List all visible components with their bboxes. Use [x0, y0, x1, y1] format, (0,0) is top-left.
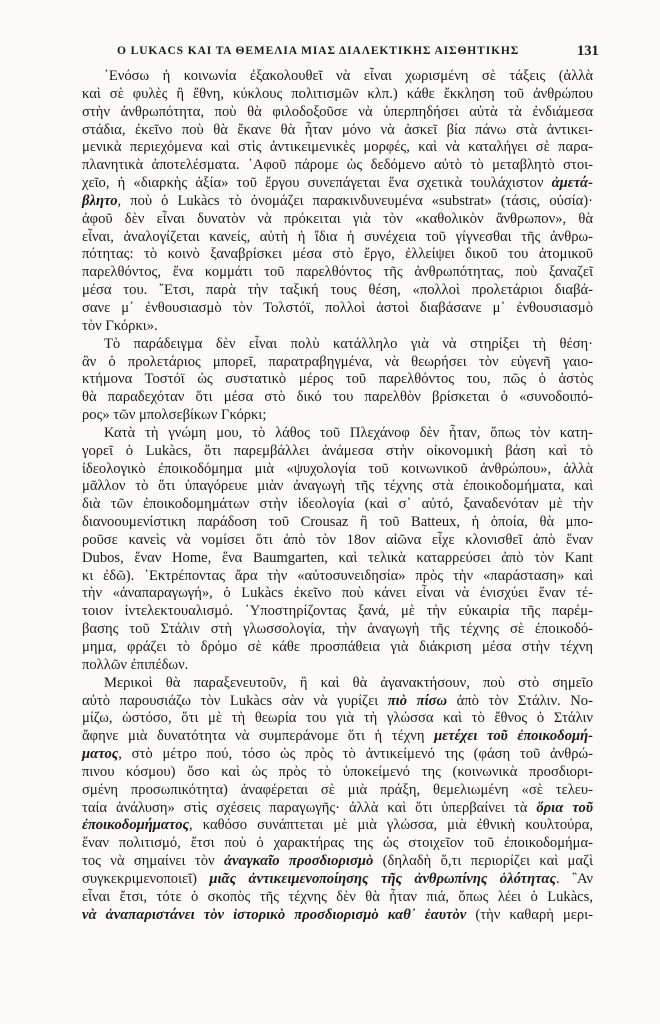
text-segment: πολλῶν ἐπιπέδων. — [82, 656, 189, 673]
text-line — [82, 693, 593, 711]
text-segment: στάδια, ἐκεῖνο ποὺ θὰ ἔκανε θὰ ἦταν μόνο νὰ ἀσκεῖ βία πάνω στὰ ἀντικει- — [82, 121, 593, 138]
text-line — [82, 407, 593, 425]
text-line — [82, 835, 593, 853]
text-line — [82, 336, 593, 354]
text-segment: μίζω, ὡστόσο, ὅτι μὲ τὴ θεωρία του γιὰ τὴ γλώσσα καὶ τὸ ἔθνος ὁ Στάλιν — [82, 710, 593, 727]
text-segment: μᾶλλον τὸ ὅτι ὑπαγόρευε μιὰν ἀναγωγὴ τῆς τέχνης στὰ ἐποικοδομήματα, καὶ — [82, 478, 593, 495]
text-line — [82, 657, 593, 675]
text-segment: Κατὰ τὴ γνώμη μου, τὸ λάθος τοῦ Πλεχάνοφ δὲν ἦταν, ὅπως τὸν κατη- — [104, 424, 593, 441]
text-line — [82, 68, 593, 86]
emphasized-text: βλητο — [82, 192, 118, 209]
text-segment: κι ἐδῶ). ᾿Εκτρέποντας ἄρα τὴν «αὐτοσυνειδησία» πρὸς τὴν «παράσταση» καὶ — [82, 567, 593, 584]
text-line — [82, 122, 593, 140]
text-line — [82, 139, 593, 157]
text-line — [82, 389, 593, 407]
text-segment: Dubos, ἕναν Home, ἕνα Baumgarten, καὶ τελικὰ καταρρεύσει ἀπὸ τὸν Kant — [82, 549, 593, 566]
text-segment: στὴν ἀνθρωπότητα, ποὺ θὰ φιλοδοξοῦσε νὰ ὑπερπηδήσει αὐτὰ τὰ ἐνδιάμεσα — [82, 103, 593, 120]
text-segment: εἶναι, ἀναλογίζεται κανείς, αὐτὴ ἡ ἴδια ἡ συνέχεια τοῦ γίγνεσθαι τῆς ἀνθρω- — [82, 228, 593, 245]
text-line — [82, 764, 593, 782]
text-segment: , στὸ μέτρο πού, τόσο ὡς πρὸς τὸ ἀντικείμενό της (φάση τοῦ ἀνθρώ- — [118, 746, 593, 763]
text-segment: κτήμονα Τοστόϊ ὡς συστατικὸ μέρος τοῦ παρελθόντος του, πῶς ὁ ἀστὸς — [82, 371, 593, 388]
text-segment: τος νὰ σημαίνει τὸν — [82, 853, 224, 870]
text-line — [82, 354, 593, 372]
text-line — [82, 514, 593, 532]
text-line — [82, 800, 593, 818]
text-segment: μέσα του. ῎Ετσι, παρὰ τὴν ταξική τους θέση, «πολλοὶ προλετάριοι διαβά- — [82, 282, 593, 299]
text-segment: ᾿Ενόσω ἡ κοινωνία ἐξακολουθεῖ νὰ εἶναι χωρισμένη σὲ τάξεις (ἀλλὰ — [104, 68, 593, 84]
paragraph — [82, 425, 593, 675]
emphasized-text: ματος — [82, 746, 119, 763]
text-line — [82, 746, 593, 764]
text-segment: τὴν «ἀναπαραγωγή», ὁ Lukàcs ἐκεῖνο ποὺ κάνει εἶναι νὰ ἐνισχύει ἕναν τέ- — [82, 585, 593, 602]
text-line — [82, 443, 593, 461]
text-line — [82, 907, 593, 925]
text-segment: σμένη προσωπικότητα) ἀναφέρεται σὲ μιὰ πράξη, θεμελιωμένη «σὲ τελευ- — [82, 781, 593, 798]
text-segment: ροῦσε κανεὶς νὰ νομίσει ὅτι ἀπὸ τὸν 18ον αἰῶνα εἶχε κλονισθεῖ ἀπὸ ἕναν — [82, 531, 593, 548]
paragraph — [82, 68, 593, 336]
text-segment: συγκεκριμενοποιεῖ) — [82, 870, 210, 887]
text-segment: γορεῖ ὁ Lukàcs, ὅτι παρεμβάλλει ἀνάμεσα στὴν οἰκονομικὴ βάση καὶ τὸ — [82, 442, 593, 459]
text-segment: ρος» τῶν μπολσεβίκων Γκόρκι; — [82, 407, 267, 424]
text-segment: εἶναι ἔτσι, τότε ὁ σκοπὸς τῆς τέχνης δὲν θὰ ἦταν πιά, ὅπως λέει ὁ Lukàcs, — [82, 888, 593, 905]
page-number: 131 — [577, 43, 599, 59]
text-line — [82, 229, 593, 247]
text-line — [82, 871, 593, 889]
text-line — [82, 461, 593, 479]
text-line — [82, 568, 593, 586]
text-segment: πότητας: τὸ κοινὸ ξαναβρίσκει μέσα στὸ ἔργο, ἐλλείψει δικοῦ του ἀτομικοῦ — [82, 246, 593, 263]
text-line — [82, 532, 593, 550]
text-segment: ἀπὸ τὸν Στάλιν. Νο- — [447, 692, 593, 709]
text-segment: ἂν ὁ προλετάριος μπορεῖ, παρατραβηγμένα, νὰ θεωρήσει τὸν εὐγενῆ γαιο- — [82, 353, 593, 370]
text-line — [82, 728, 593, 746]
emphasized-text: πιὸ πίσω — [387, 692, 448, 709]
text-segment: βασης τοῦ Στάλιν στὴ γλωσσολογία, τὴν ἀναγωγὴ τῆς τέχνης σὲ ἐποικοδό- — [82, 621, 593, 638]
text-line — [82, 157, 593, 175]
emphasized-text: ὅρια τοῦ — [536, 799, 593, 816]
text-segment: πινου κόσμου) ὅσο καὶ ὡς πρὸς τὸ ὑποκείμενό της (κοινωνικὰ προσδιορι- — [82, 763, 593, 780]
paragraph — [82, 336, 593, 425]
text-line — [82, 853, 593, 871]
text-line — [82, 318, 593, 336]
body-text — [82, 68, 593, 925]
text-line — [82, 425, 593, 443]
text-line — [82, 621, 593, 639]
text-segment: , ποὺ ὁ Lukàcs τὸ ὀνομάζει παρακινδυνευμένα «substrat» (τάσις, οὐσία)· — [117, 192, 593, 209]
paragraph — [82, 675, 593, 925]
emphasized-text: νὰ ἀναπαριστάνει τὸν ἱστορικὸ προσδιορισμὸ καθ᾿ ἑαυτὸν — [82, 906, 467, 923]
text-line — [82, 478, 593, 496]
text-line — [82, 371, 593, 389]
text-segment: (δηλαδὴ ὅ,τι περιορίζει καὶ μαζὶ — [373, 853, 593, 870]
text-line — [82, 585, 593, 603]
text-segment: ἀφοῦ δὲν εἶναι δυνατὸν νὰ πρόκειται γιὰ τὸν «καθολικὸν ἄνθρωπον», θὰ — [82, 210, 593, 227]
text-line — [82, 603, 593, 621]
text-line — [82, 282, 593, 300]
text-line — [82, 211, 593, 229]
text-segment: πλανητικὰ ἀποτελέσματα. ᾿Αφοῦ πάρομε ὡς δεδόμενο αὐτὸ τὸ μεταβλητὸ στοι- — [82, 157, 593, 174]
text-line — [82, 639, 593, 657]
text-line — [82, 86, 593, 104]
text-segment: ταία ἀνάλυση» στὶς σχέσεις παραγωγῆς· ἀλλὰ καὶ ὅτι ὑπερβαίνει τὰ — [82, 799, 537, 816]
running-head-title: Ο LUKACS ΚΑΙ ΤΑ ΘΕΜΕΛΙΑ ΜΙΑΣ ΔΙΑΛΕΚΤΙΚΗΣ ΑΙΣΘΗΤΙΚΗΣ — [117, 45, 520, 57]
text-segment: διὰ τῶν ἐποικοδομημάτων στὴν ἰδεολογία (καὶ σ᾿ αὐτό, ξαναδενόταν μὲ τὴν — [82, 496, 593, 513]
text-line — [82, 889, 593, 907]
text-segment: ἕναν πολιτισμό, ἔτσι ποὺ ὁ χαρακτήρας της ὡς στοιχεῖον τοῦ ἐποικοδομήμα- — [82, 835, 593, 852]
text-line — [82, 782, 593, 800]
text-segment: καὶ σὲ φυλὲς ἢ ἔθνη, κύκλους πολιτισμῶν κλπ.) κάθε ἔκκληση τοῦ ἀνθρώπου — [82, 85, 593, 102]
text-line — [82, 675, 593, 693]
text-segment: αὐτὸ παρουσιάζω τὸν Lukàcs σὰν νὰ γυρίζει — [82, 692, 388, 709]
text-line — [82, 104, 593, 122]
text-line — [82, 193, 593, 211]
text-segment: . ῍Αν — [556, 870, 593, 887]
text-line — [82, 496, 593, 514]
text-segment: τὸν Γκόρκι». — [82, 317, 158, 334]
text-line — [82, 175, 593, 193]
text-line — [82, 246, 593, 264]
text-segment: διανοουμενίστικη παράδοση τοῦ Crousaz ἢ τοῦ Batteux, ἡ ὁποία, θὰ μπο- — [82, 514, 593, 531]
text-segment: θὰ παραδεχόταν ὅτι μέσα στὸ δικό του παρελθὸν βρίσκεται ὁ «συνοδοιπό- — [82, 389, 593, 406]
text-line — [82, 817, 593, 835]
emphasized-text: μετέχει τοῦ ἐποικοδομή- — [434, 728, 593, 745]
text-segment: μημα, φράζει τὸ δρόμο σὲ κάθε προσπάθεια γιὰ διάκριση μέσα στὴν τέχνη — [82, 639, 593, 655]
emphasized-text: ἀμετά- — [551, 175, 593, 192]
emphasized-text: μιᾶς ἀντικειμενοποίησης τῆς ἀνθρωπίνης ὁλότητας — [209, 870, 557, 887]
text-line — [82, 710, 593, 728]
text-segment: Μερικοὶ θὰ παραξενευτοῦν, ἢ καὶ θὰ ἀγανακτήσουν, ποὺ στὸ σημεῖο — [104, 674, 593, 691]
text-segment: παρελθόντος, ἕνα κομμάτι τοῦ παρελθόντος τῆς ἀνθρωπότητας, ποὺ ξαναζεῖ — [82, 264, 593, 281]
text-segment: Τὸ παράδειγμα δὲν εἶναι πολὺ κατάλληλο γιὰ νὰ στηρίξει τὴ θέση· — [104, 335, 593, 352]
text-segment: ἄφηνε μιὰ δυνατότητα νὰ συμπεράνομε ὅτι ἡ τέχνη — [82, 728, 435, 745]
text-segment: , καθόσο συνάπτεται μὲ μιὰ γλώσσα, μιὰ ἐθνικὴ κουλτούρα, — [189, 817, 593, 834]
emphasized-text: ἀναγκαῖο προσδιορισμὸ — [223, 853, 374, 870]
text-segment: (τὴν καθαρὴ μερι- — [466, 906, 593, 923]
text-line — [82, 550, 593, 568]
text-segment: σανε μ᾿ ἐνθουσιασμὸ τὸν Τολστόϊ, πολλοὶ ἀστοὶ διαβάσανε μ᾿ ἐνθουσιασμὸ — [82, 299, 593, 316]
text-segment: ἰδεολογικὸ ἐποικοδόμημα μιὰ «ψυχολογία τοῦ κοινωνικοῦ ἀνθρώπου», ἀλλὰ — [82, 460, 593, 477]
text-segment: τοιον ἰντελεκτουαλισμό. ῾Υποστηρίζοντας ξανά, μὲ τὴν εὐκαιρία τῆς παρέμ- — [82, 603, 593, 620]
emphasized-text: ἐποικοδομήματος — [82, 817, 190, 834]
text-segment: χεῖο, ἡ «διαρκὴς ἀξία» τοῦ ἔργου συνεπάγεται ἕνα σχετικὰ τουλάχιστον — [82, 175, 552, 192]
text-line — [82, 300, 593, 318]
text-line — [82, 264, 593, 282]
text-segment: μενικὰ περιεχόμενα καὶ στὶς ἀντικειμενικὲς μορφές, καὶ νὰ καταλήγει σὲ παρα- — [82, 139, 593, 156]
